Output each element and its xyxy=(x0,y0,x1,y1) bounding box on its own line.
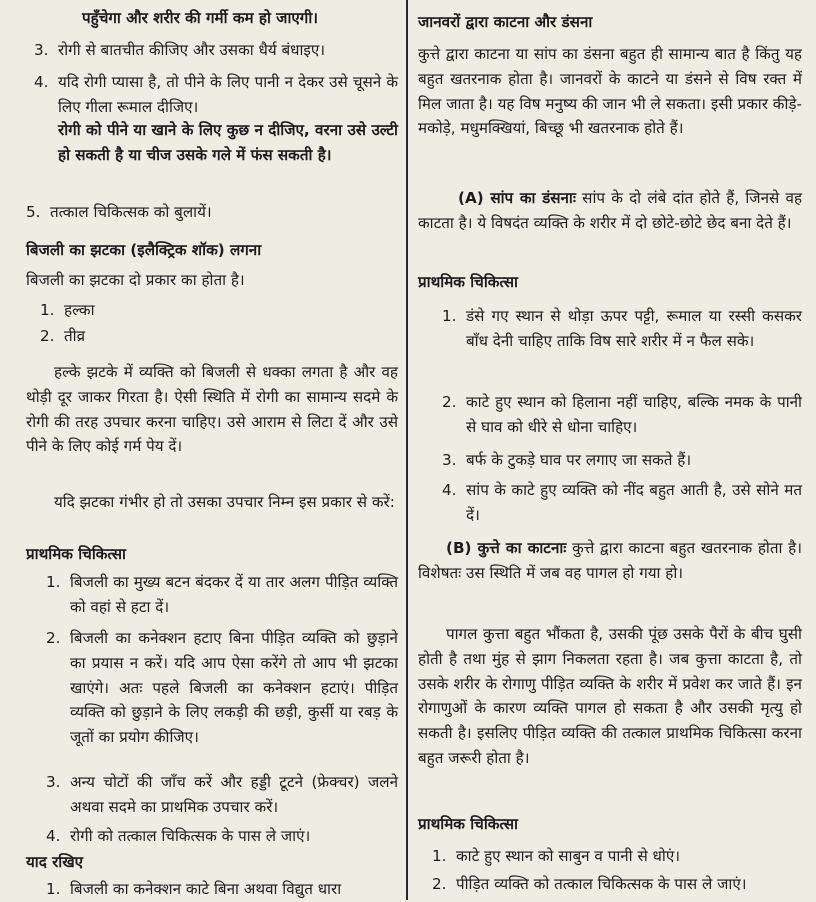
first-aid-heading: प्राथमिक चिकित्सा xyxy=(26,545,126,563)
list-item: 1. डंसे गए स्थान से थोड़ा ऊपर पट्टी, रूमाल या रस्सी कसकर बाँध देनी चाहिए ताकि विष सारे शरीर में न फैल सके। xyxy=(442,307,802,350)
bite-intro: कुत्ते द्वारा काटना या सांप का डंसना बहुत ही सामान्य बात है किंतु यह बहुत खतरनाक होता है। जानवरों के काटने या डंसने से विष रक्त में मिल जाता है। यह विष मनुष्य की जान भी ले सकता। इसी प्रकार कीड़े-मकोड़े, मधुमक्खियां, बिच्छू भी खतरनाक होते हैं। xyxy=(418,45,802,138)
list-item: 2. काटे हुए स्थान को हिलाना नहीं चाहिए, बल्कि नमक के पानी से घाव को धीरे से धोना चाहिए। xyxy=(442,393,802,436)
snake-bite-paragraph xyxy=(418,186,802,236)
section-heading-electric-shock: बिजली का झटका (इलैक्ट्रिक शॉक) लगना xyxy=(26,241,262,259)
shock-intro: बिजली का झटका दो प्रकार का होता है। xyxy=(26,271,245,289)
list-item: 1. हल्का xyxy=(40,301,95,319)
list-item: 4. यदि रोगी प्यासा है, तो पीने के लिए पानी न देकर उसे चूसने के लिए गीला रूमाल दीजिए। xyxy=(34,73,398,116)
remember-heading: याद रखिए xyxy=(26,853,84,871)
list-item: 5. तत्काल चिकित्सक को बुलायें। xyxy=(26,203,212,221)
list-item: 3. अन्य चोटों की जाँच करें और हड्डी टूटने (फ्रेक्चर) जलने अथवा सदमे का प्राथमिक उपचार करें। xyxy=(46,773,398,816)
list-item: 1. बिजली का मुख्य बटन बंदकर दें या तार अलग पीड़ित व्यक्ति को वहां से हटा दें। xyxy=(46,573,398,616)
first-aid-heading-2: प्राथमिक चिकित्सा xyxy=(418,815,518,833)
list-item: 3. बर्फ के टुकड़े घाव पर लगाए जा सकते हैं। xyxy=(442,451,692,469)
first-aid-heading: प्राथमिक चिकित्सा xyxy=(418,273,518,291)
list-item: 1. बिजली का कनेक्शन काटे बिना अथवा विद्युत धारा xyxy=(46,880,342,898)
list-item: 2. बिजली का कनेक्शन हटाए बिना पीड़ित व्यक्ति को छुड़ाने का प्रयास न करें। यदि आप ऐसा करेंगे तो आप भी झटका खाएंगे। अतः पहले बिजली का कनेक्शन हटाएं। पीड़ित व्यक्ति को छुड़ाने के लिए लकड़ी की छड़ी, कुर्सी या रबड़ के जूतों का प्रयोग कीजिए। xyxy=(46,629,398,747)
paragraph-severe-shock: यदि झटका गंभीर हो तो उसका उपचार निम्न इस प्रकार से करें: xyxy=(54,493,395,511)
list-item: 4. रोगी को तत्काल चिकित्सक के पास ले जाएं। xyxy=(46,827,311,845)
snake-bite-text: सांप के दो लंबे दांत होते हैं, जिनसे वह काटता है। ये विषदंत व्यक्ति के शरीर में दो छोटे-छोटे छेद बना देते हैं। xyxy=(418,189,803,232)
dog-bite-label: (B) कुत्ते का काटनाः xyxy=(446,539,567,557)
dog-bite-paragraph xyxy=(418,536,802,586)
column-divider xyxy=(406,0,408,900)
section-heading-animal-bites: जानवरों द्वारा काटना और डंसना xyxy=(418,13,593,31)
carry-over-line: पहुँचेगा और शरीर की गर्मी कम हो जाएगी। xyxy=(82,9,319,27)
list-item: 4. सांप के काटे हुए व्यक्ति को नींद बहुत आती है, उसे सोने मत दें। xyxy=(442,481,802,524)
paragraph-light-shock: हल्के झटके में व्यक्ति को बिजली से धक्का लगता है और वह थोड़ी दूर जाकर गिरता है। ऐसी स्थिति में रोगी का सामान्य सदमे के रोगी की तरह उपचार करना चाहिए। उसे आराम से लिटा दें और उसे पीने के लिए कोई गर्म पेय दें। xyxy=(26,363,398,456)
warning-note: रोगी को पीने या खाने के लिए कुछ न दीजिए, वरना उसे उल्टी हो सकती है या चीज उसके गले में फंस सकती है। xyxy=(58,121,398,164)
list-item: 2. पीड़ित व्यक्ति को तत्काल चिकित्सक के पास ले जाएं। xyxy=(432,875,747,893)
list-item: 1. काटे हुए स्थान को साबुन व पानी से धोएं। xyxy=(432,847,680,865)
list-item: 2. तीव्र xyxy=(40,327,86,345)
rabid-dog-paragraph: पागल कुत्ता बहुत भौंकता है, उसकी पूंछ उसके पैरों के बीच घुसी होती है तथा मुंह से झाग निकलता रहता है। जब कुत्ता काटता है, तो उसके शरीर के रोगाणु पीड़ित व्यक्ति के शरीर में प्रवेश कर जाते हैं। इन रोगाणुओं के कारण व्यक्ति पागल हो सकता है और उसकी मृत्यु हो सकती है। इसलिए पीड़ित व्यक्ति की तत्काल प्राथमिक चिकित्सा करना बहुत जरूरी होता है। xyxy=(418,625,802,767)
list-item: 3. रोगी से बातचीत कीजिए और उसका धैर्य बंधाइए। xyxy=(34,41,326,59)
snake-bite-label: (A) सांप का डंसनाः xyxy=(458,189,576,207)
dog-bite-text: कुत्ते द्वारा काटना बहुत खतरनाक होता है। विशेषतः उस स्थिति में जब वह पागल हो गया हो। xyxy=(418,539,802,582)
